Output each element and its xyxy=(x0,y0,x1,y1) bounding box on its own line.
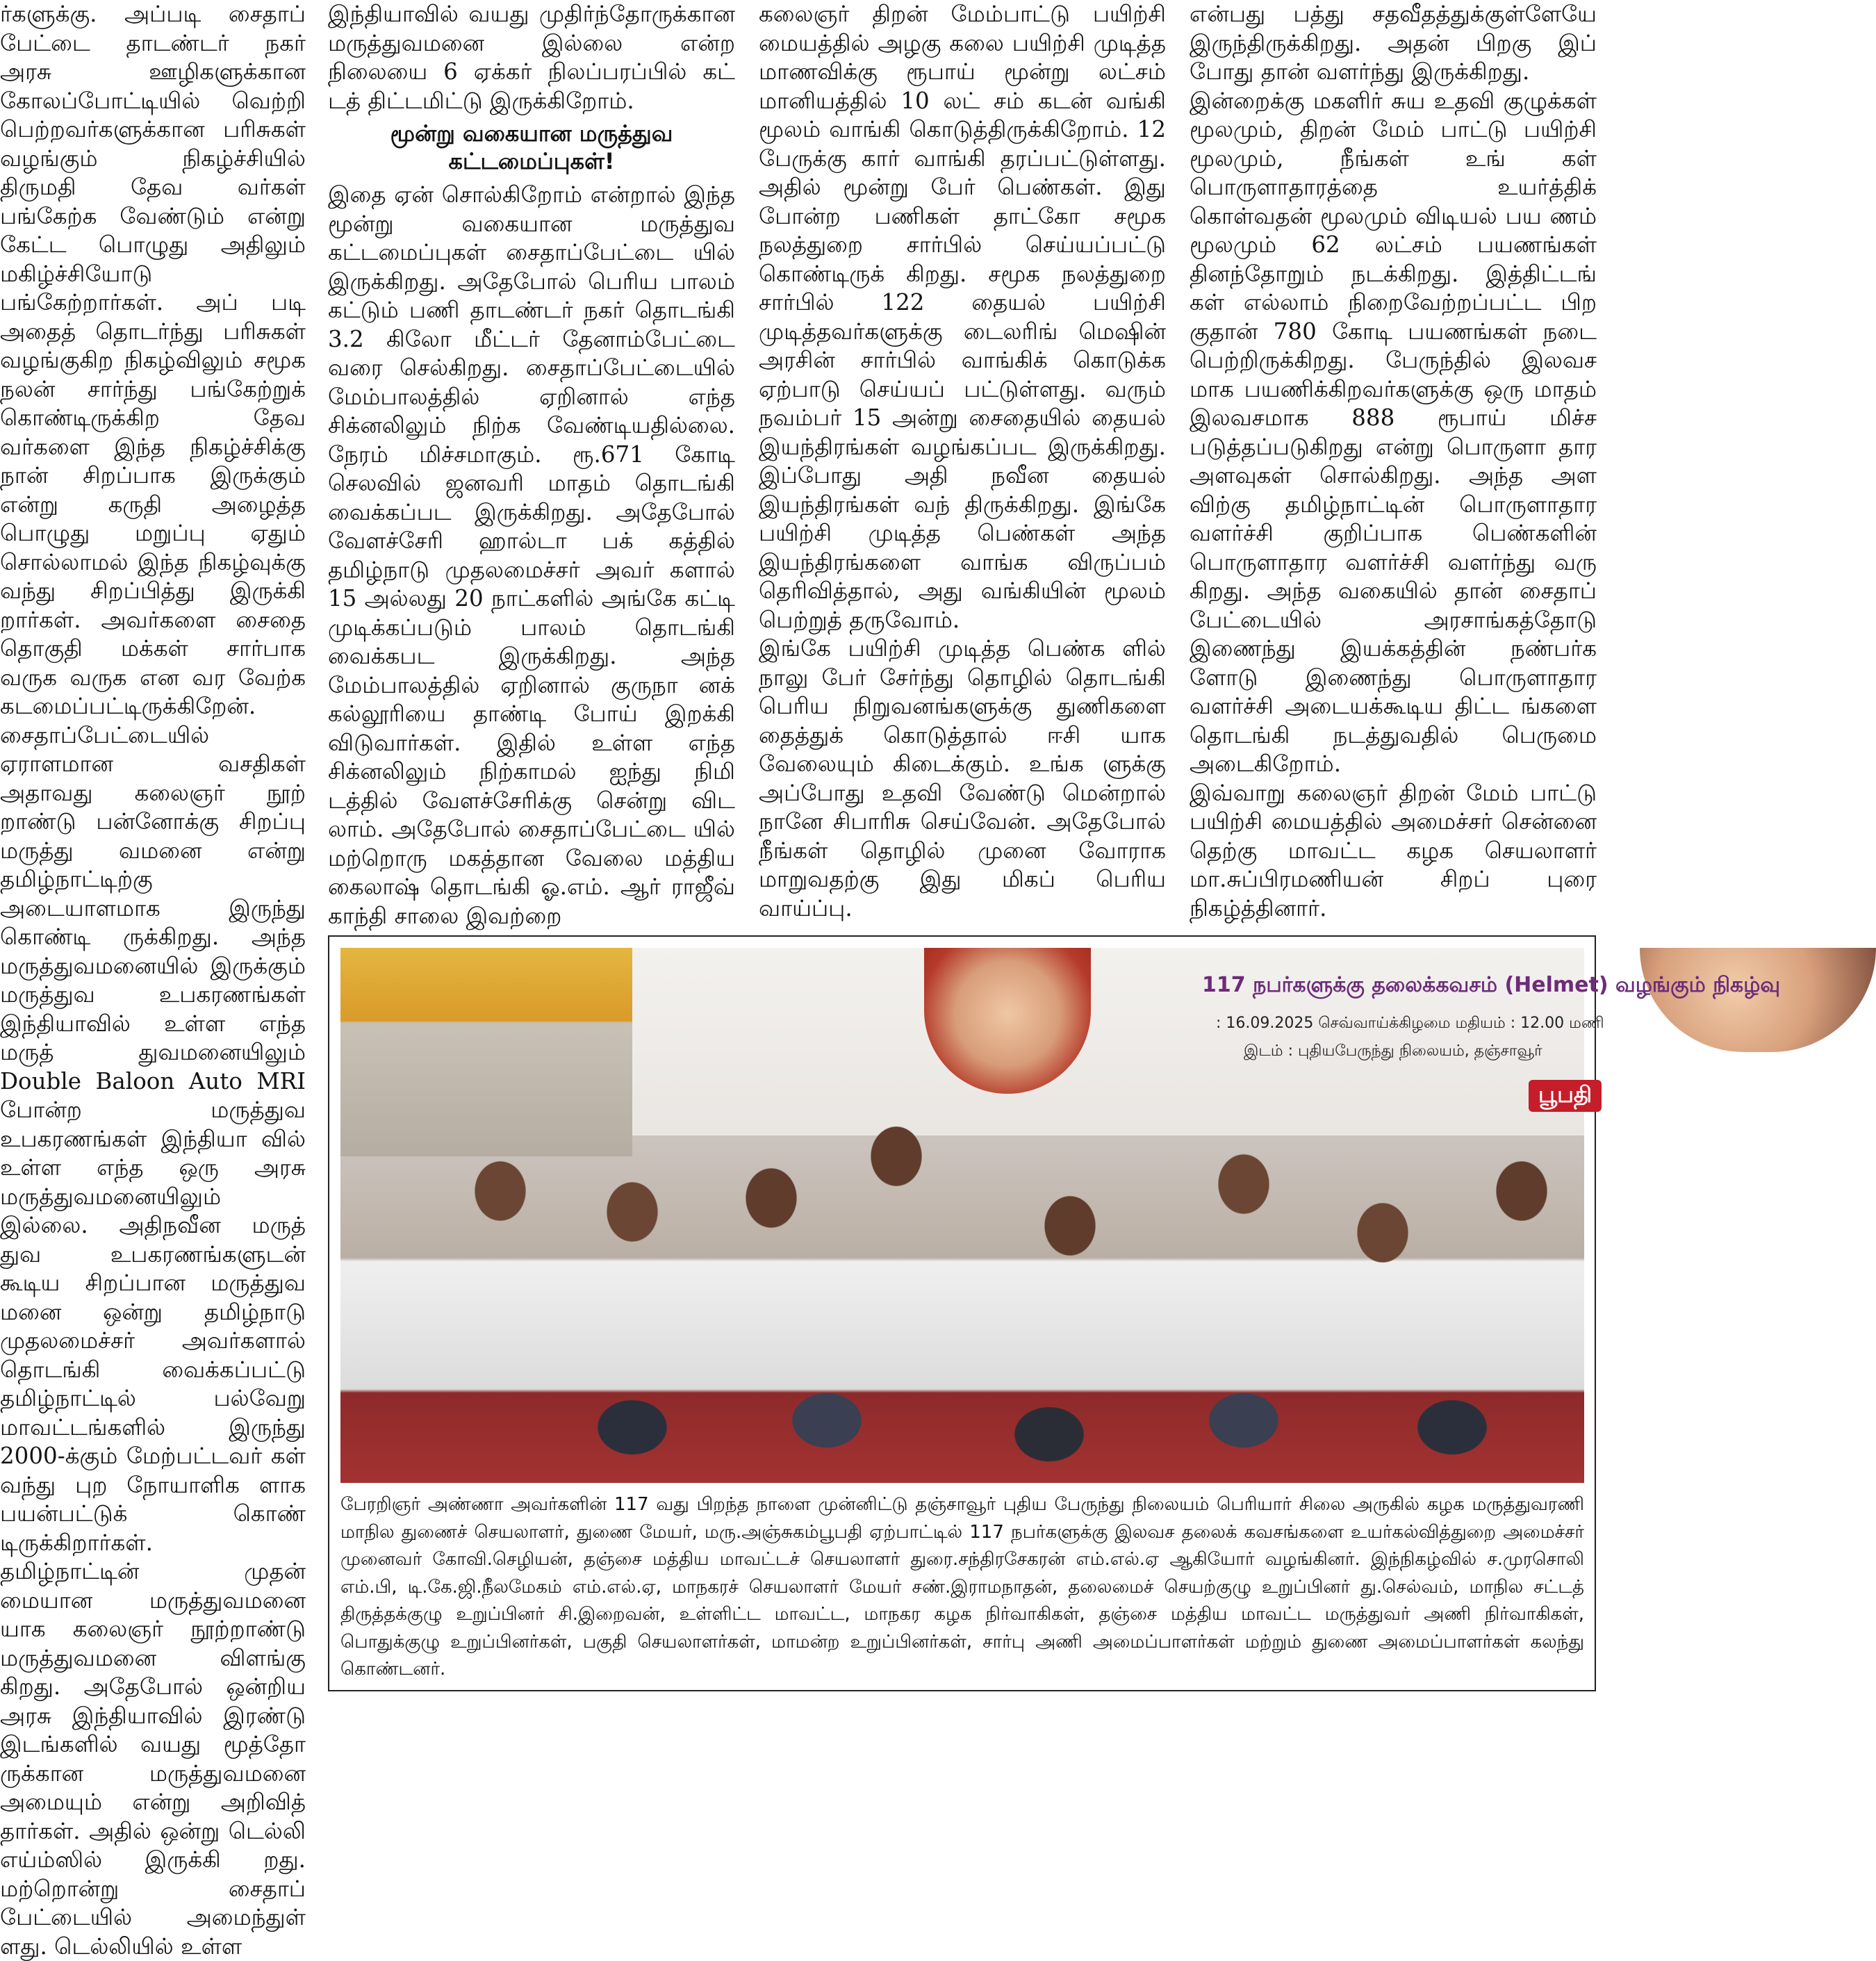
paragraph: சைதாப்பேட்டையில் ஏராளமான வசதிகள் அதாவது கலைஞர் நூற் றாண்டு பன்னோக்கு சிறப்பு மருத்து வமனை என்று தமிழ்நாட்டிற்கு அடையாளமாக இருந்து கொண்டி ருக்கிறது. அந்த மருத்துவமனையில் இருக்கும் மருத்துவ உபகரணங்கள் இந்தியாவில் உள்ள எந்த மருத் துவமனையிலும் Double Baloon Auto MRI போன்ற மருத்துவ உபகரணங்கள் இந்தியா வில் உள்ள எந்த ஒரு அரசு மருத்துவமனையிலும் இல்லை. அதிநவீன மருத் துவ உபகரணங்களுடன் கூடிய சிறப்பான மருத்துவ மனை ஒன்று தமிழ்நாடு முதலமைச்சர் அவர்களால் தொடங்கி வைக்கப்பட்டு தமிழ்நாட்டில் பல்வேறு மாவட்டங்களில் இருந்து 2000-க்கும் மேற்பட்டவர் கள் வந்து புற நோயாளிக ளாக பயன்பட்டுக் கொண் டிருக்கிறார்கள். xyxy=(0,721,306,1556)
section-subheading: மூன்று வகையான மருத்துவ கட்டமைப்புகள்! xyxy=(390,120,673,174)
article-column-2 xyxy=(328,0,735,929)
banner-date: : 16.09.2025 செவ்வாய்க்கிழமை மதியம் : 12.00 மணி xyxy=(1216,1015,1604,1032)
event-photo xyxy=(340,948,1781,1483)
paragraph: இதை ஏன் சொல்கிறோம் என்றால் இந்த மூன்று வகையான மருத்துவ கட்டமைப்புகள் சைதாப்பேட்டை யில் இருக்கிறது. அதேபோல் பெரிய பாலம் கட்டும் பணி தாடண்டர் நகர் தொடங்கி 3.2 கிலோ மீட்டர் தேனாம்பேட்டை வரை செல்கிறது. சைதாப்பேட்டையில் மேம்பாலத்தில் ஏறினால் எந்த சிக்னலிலும் நிற்க வேண்டியதில்லை. நேரம் மிச்சமாகும். ரூ.671 கோடி செலவில் ஜனவரி மாதம் தொடங்கி வைக்கப்பட இருக்கிறது. அதேபோல் வேளச்சேரி ஹால்டா பக் கத்தில் தமிழ்நாடு முதலமைச்சர் அவர் களால் 15 அல்லது 20 நாட்களில் அங்கே கட்டி முடிக்கப்படும் பாலம் தொடங்கி வைக்கபட இருக்கிறது. அந்த மேம்பாலத்தில் ஏறினால் குருநா னக் கல்லூரியை தாண்டி போய் இறக்கி விடுவார்கள். இதில் உள்ள எந்த சிக்னலிலும் நிற்காமல் ஐந்து நிமி டத்தில் வேளச்சேரிக்கு சென்று விட லாம். அதேபோல் சைதாப்பேட்டை யில் மற்றொரு மகத்தான வேலை மத்திய கைலாஷ் தொடங்கி ஓ.எம். ஆர் ராஜீவ் காந்தி சாலை இவற்றை xyxy=(328,181,735,929)
article-column-1 xyxy=(0,0,306,1960)
article-column-4 xyxy=(1190,0,1597,921)
paragraph: இந்தியாவில் வயது முதிர்ந்தோருக்கான மருத்துவமனை இல்லை என்ற நிலையை 6 ஏக்கர் நிலப்பரப்பில் கட் டத் திட்டமிட்டு இருக்கிறோம். xyxy=(328,1,735,114)
photo-helmets xyxy=(549,1379,1577,1483)
photo-caption: பேரறிஞர் அண்ணா அவர்களின் 117 வது பிறந்த நாளை முன்னிட்டு தஞ்சாவூர் புதிய பேருந்து நிலையம் பெரியார் சிலை அருகில் கழக மருத்துவரணி மாநில துணைச் செயலாளர், துணை மேயர், மரு.அஞ்சுகம்பூபதி ஏற்பாட்டில் 117 நபர்களுக்கு இலவச தலைக் கவசங்களை உயர்கல்வித்துறை அமைச்சர் முனைவர் கோவி.செழியன், தஞ்சை மத்திய மாவட்டச் செயலாளர் துரை.சந்திரசேகரன் எம்.எல்.ஏ ஆகியோர் வழங்கினர். இந்நிகழ்வில் ச.முரசொலி எம்.பி, டி.கே.ஜி.நீலமேகம் எம்.எல்.ஏ, மாநகரச் செயலாளர் மேயர் சண்.இராமநாதன், தலைமைச் செயற்குழு உறுப்பினர் து.செல்வம், மாநில சட்டத் திருத்தக்குழு உறுப்பினர் சி.இறைவன், உள்ளிட்ட மாவட்ட, மாநகர கழக நிர்வாகிகள், தஞ்சை மத்திய மாவட்ட மருத்துவர் அணி நிர்வாகிகள், பொதுக்குழு உறுப்பினர்கள், பகுதி செயலாளர்கள், மாமன்ற உறுப்பினர்கள், சார்பு அணி அமைப்பாளர்கள் மற்றும் துணை அமைப்பாளர்கள் கலந்து கொண்டனர். xyxy=(340,1494,1585,1680)
paragraph: இவ்வாறு கலைஞர் திறன் மேம் பாட்டு பயிற்சி மையத்தில் அமைச்சர் சென்னை தெற்கு மாவட்ட கழக செயலாளர் மா.சுப்பிரமணியன் சிறப் புரை நிகழ்த்தினார். xyxy=(1190,779,1597,921)
photo-box xyxy=(328,935,1781,1691)
banner-title: 117 நபர்களுக்கு தலைக்கவசம் (Helmet) வழங்கும் நிகழ்வு xyxy=(1202,973,1781,997)
paragraph: இங்கே பயிற்சி முடித்த பெண்க ளில் நாலு பேர் சேர்ந்து தொழில் தொடங்கி பெரிய நிறுவனங்களுக்கு துணிகளை தைத்துக் கொடுத்தால் ஈசி யாக வேலையும் கிடைக்கும். உங்க ளுக்கு அப்போது உதவி வேண்டு மென்றால் நானே சிபாரிசு செய்வேன். அதேபோல் நீங்கள் தொழில் முனை வோராக மாறுவதற்கு இது மிகப் பெரிய வாய்ப்பு. xyxy=(759,635,1166,921)
paragraph: கலைஞர் திறன் மேம்பாட்டு பயிற்சி மையத்தில் அழகு கலை பயிற்சி முடித்த மாணவிக்கு ரூபாய் மூன்று லட்சம் மானியத்தில் 10 லட் சம் கடன் வங்கி மூலம் வாங்கி கொடுத்திருக்கிறோம். 12 பேருக்கு கார் வாங்கி தரப்பட்டுள்ளது. அதில் மூன்று பேர் பெண்கள். இது போன்ற பணிகள் தாட்கோ சமூக நலத்துறை சார்பில் செய்யப்பட்டு கொண்டிருக் கிறது. சமூக நலத்துறை சார்பில் 122 தையல் பயிற்சி முடித்தவர்களுக்கு டைலரிங் மெஷின் அரசின் சார்பில் வாங்கிக் கொடுக்க ஏற்பாடு செய்யப் பட்டுள்ளது. வரும் நவம்பர் 15 அன்று சைதையில் தையல் இயந்திரங்கள் வழங்கப்பட இருக்கிறது. இப்போது அதி நவீன தையல் இயந்திரங்கள் வந் திருக்கிறது. இங்கே பயிற்சி முடித்த பெண்கள் அந்த இயந்திரங்களை வாங்க விருப்பம் தெரிவித்தால், அது வங்கியின் மூலம் பெற்றுத் தருவோம். xyxy=(759,1,1166,633)
paragraph: இன்றைக்கு மகளிர் சுய உதவி குழுக்கள் மூலமும், திறன் மேம் பாட்டு பயிற்சி மூலமும், நீங்கள் உங் கள் பொருளாதாரத்தை உயர்த்திக் கொள்வதன் மூலமும் விடியல் பய ணம் மூலமும் 62 லட்சம் பயணங்கள் தினந்தோறும் நடக்கிறது. இத்திட்டங் கள் எல்லாம் நிறைவேற்றப்பட்ட பிற குதான் 780 கோடி பயணங்கள் நடை பெற்றிருக்கிறது. பேருந்தில் இலவச மாக பயணிக்கிறவர்களுக்கு ஒரு மாதம் இலவசமாக 888 ரூபாய் மிச்ச படுத்தப்படுகிறது என்று பொருளா தார அளவுகள் சொல்கிறது. அந்த அள விற்கு தமிழ்நாட்டின் பொருளாதார வளர்ச்சி குறிப்பாக பெண்களின் பொருளாதார வளர்ச்சி வளர்ந்து வரு கிறது. அந்த வகையில் தான் சைதாப் பேட்டையில் அரசாங்கத்தோடு இணைந்து இயக்கத்தின் நண்பர்க ளோடு இணைந்து பொருளாதார வளர்ச்சி அடையக்கூடிய திட்ட ங்களை தொடங்கி நடத்துவதில் பெருமை அடைகிறோம். xyxy=(1190,87,1597,777)
paragraph: ர்களுக்கு. அப்படி சைதாப் பேட்டை தாடண்டர் நகர் அரசு ஊழிகளுக்கான கோலப்போட்டியில் வெற்றி பெற்றவர்களுக்கான பரிசுகள் வழங்கும் நிகழ்ச்சியில் திருமதி தேவ வர்கள் பங்கேற்க வேண்டும் என்று கேட்ட பொழுது அதிலும் மகிழ்ச்சியோடு பங்கேற்றார்கள். அப் படி அதைத் தொடர்ந்து பரிசுகள் வழங்குகிற நிகழ்விலும் சமூக நலன் சார்ந்து பங்கேற்றுக் கொண்டிருக்கிற தேவ வர்களை இந்த நிகழ்ச்சிக்கு நான் சிறப்பாக இருக்கும் என்று கருதி அழைத்த பொழுது மறுப்பு ஏதும் சொல்லாமல் இந்த நிகழ்வுக்கு வந்து சிறப்பித்து இருக்கி றார்கள். அவர்களை சைதை தொகுதி மக்கள் சார்பாக வருக வருக என வர வேற்க கடமைப்பட்டிருக்கிறேன். xyxy=(0,1,306,719)
article-column-3 xyxy=(759,0,1166,921)
banner-portrait xyxy=(924,948,1091,1094)
paragraph: என்பது பத்து சதவீதத்துக்குள்ளேயே இருந்திருக்கிறது. அதன் பிறகு இப் போது தான் வளர்ந்து இருக்கிறது. xyxy=(1190,1,1597,85)
paragraph: தமிழ்நாட்டின் முதன் மையான மருத்துவமனை யாக கலைஞர் நூற்றாண்டு மருத்துவமனை விளங்கு கிறது. அதேபோல் ஒன்றிய அரசு இந்தியாவில் இரண்டு இடங்களில் வயது மூத்தோ ருக்கான மருத்துவமனை அமையும் என்று அறிவித் தார்கள். அதில் ஒன்று டெல்லி எய்ம்ஸில் இருக்கி றது. மற்றொன்று சைதாப் பேட்டையில் அமைந்துள் ளது. டெல்லியில் உள்ள xyxy=(0,1558,306,1960)
banner-portrait-right xyxy=(1640,948,1876,1052)
banner-brand-badge: பூபதி xyxy=(1529,1080,1602,1112)
banner-place: இடம் : புதியபேருந்து நிலையம், தஞ்சாவூர் xyxy=(1244,1042,1542,1060)
